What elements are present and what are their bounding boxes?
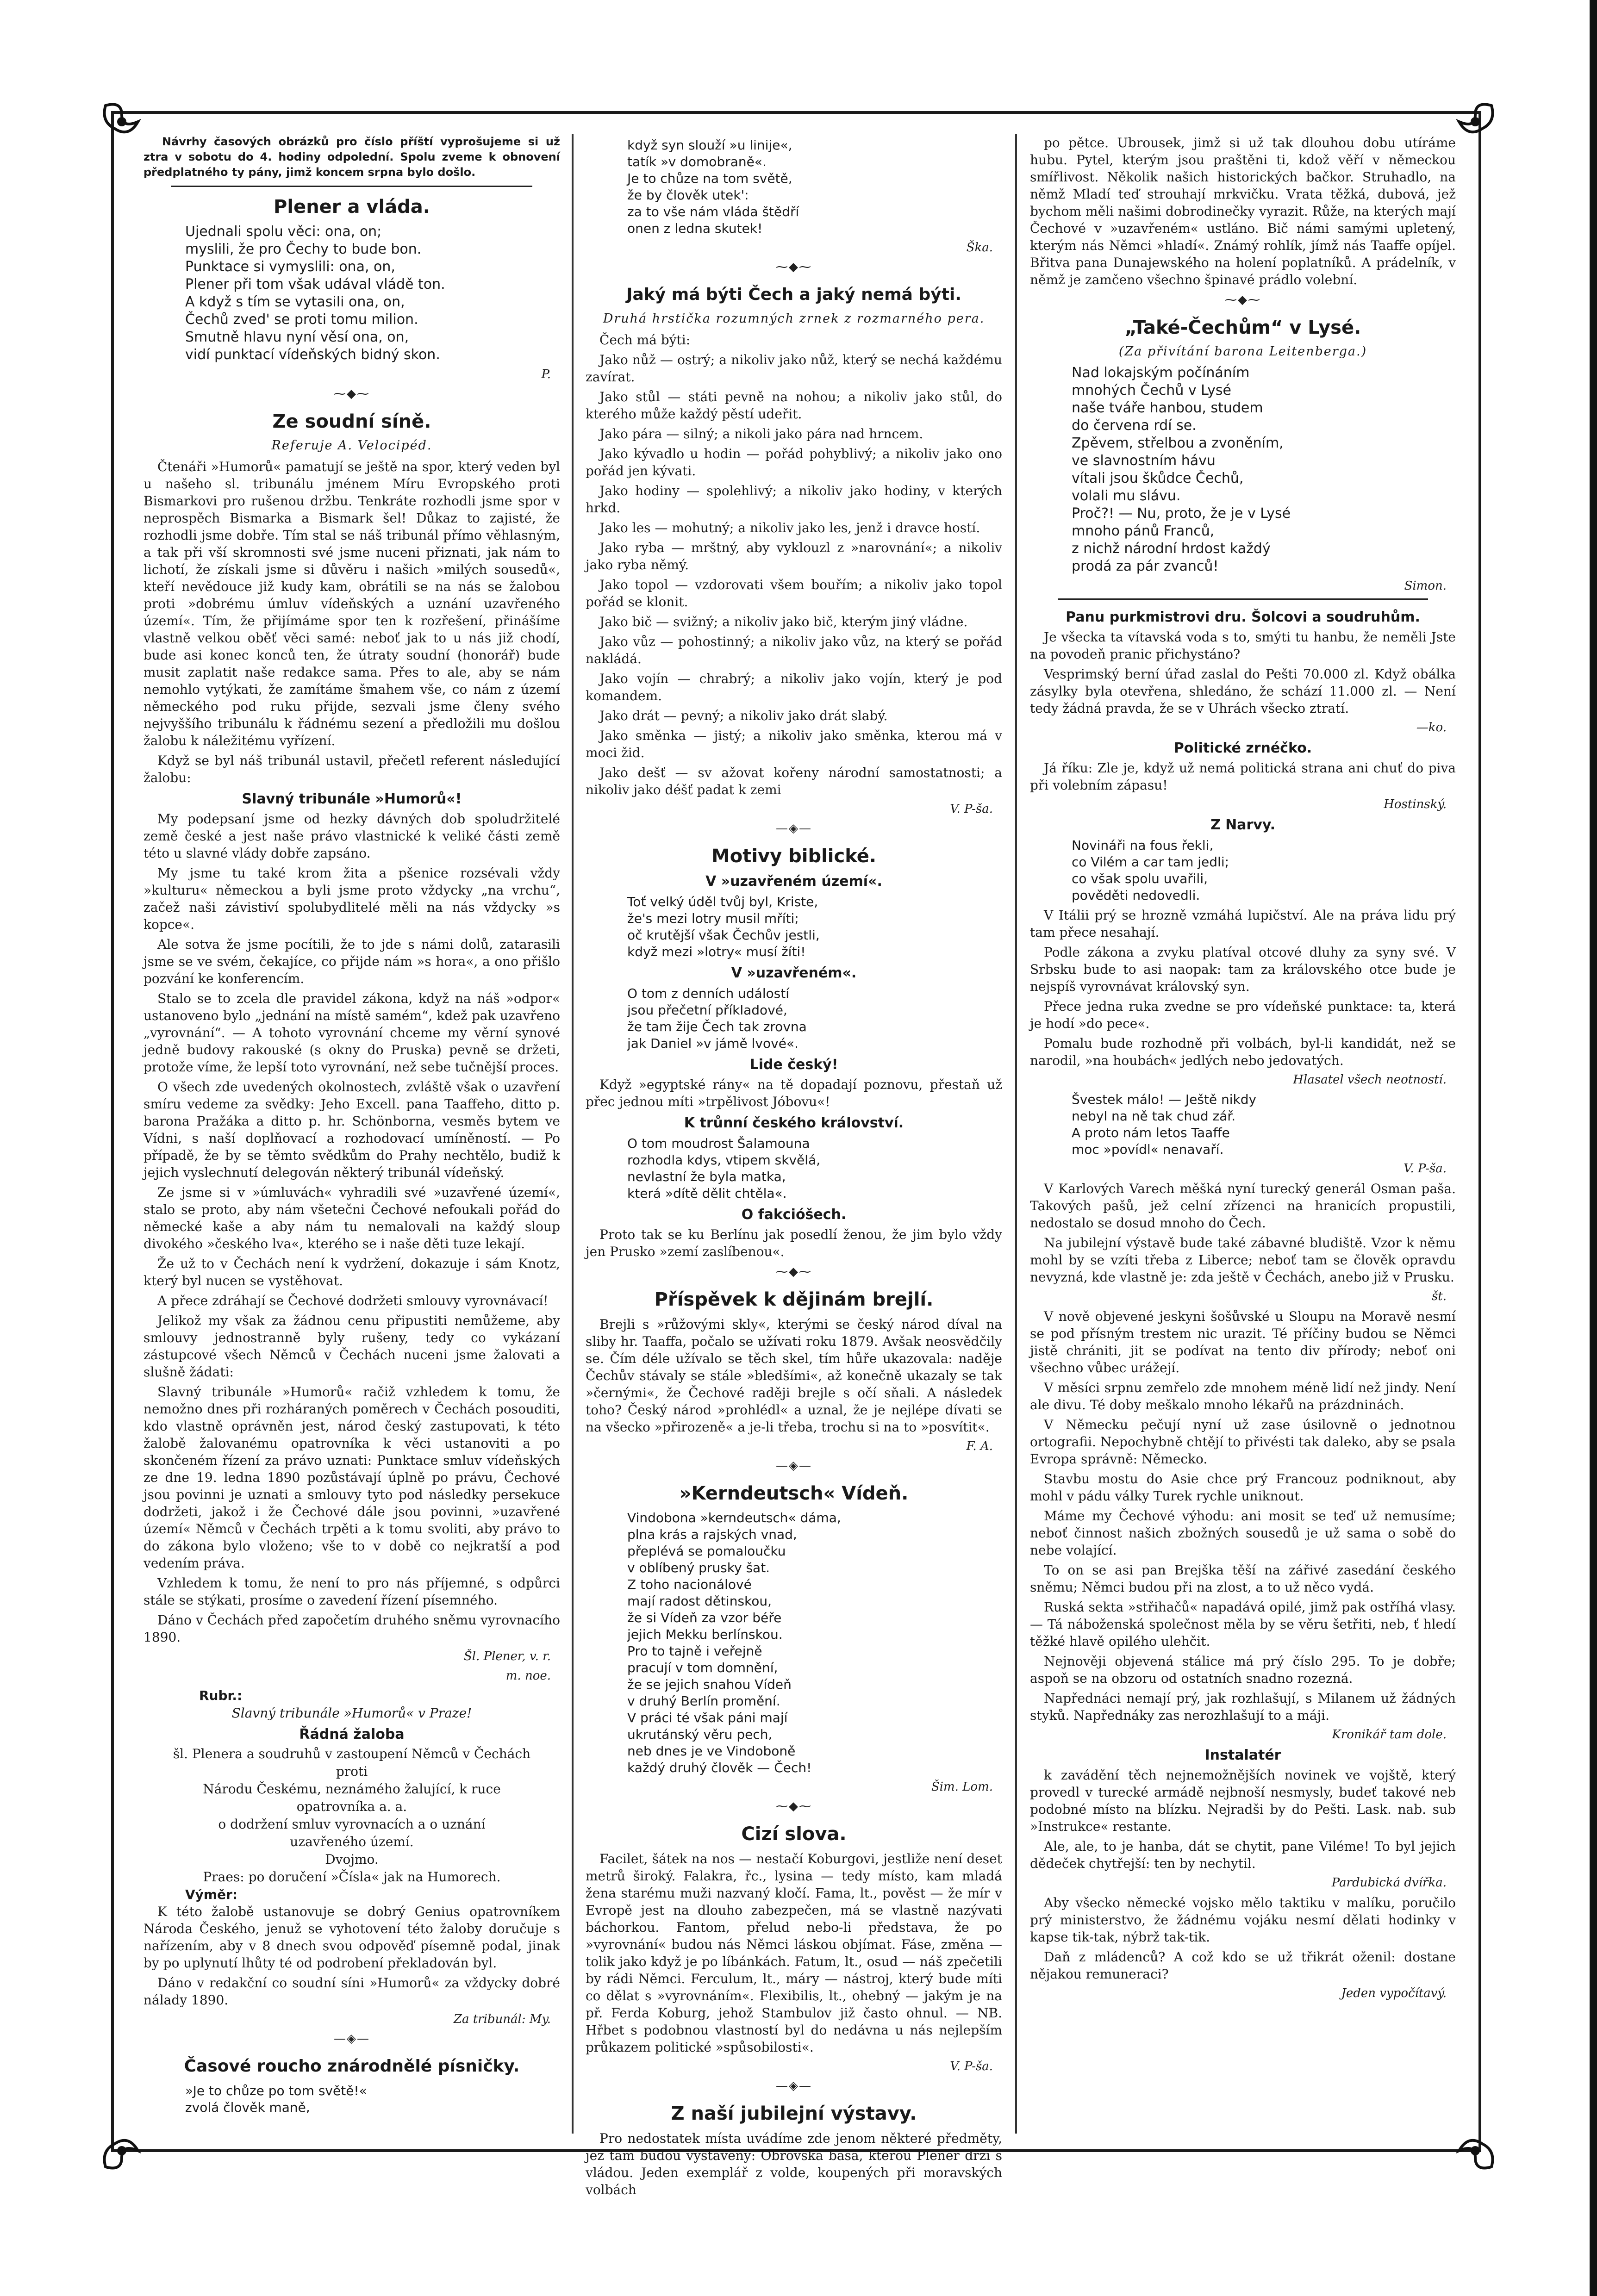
article-title: „Také-Čechům“ v Lysé. [1124, 317, 1361, 338]
poem-line: když mezi »lotry« musí žíti! [627, 944, 806, 959]
poem-line: jejich Mekku berlínskou. [627, 1627, 783, 1642]
paragraph: Jako směnka — jistý; a nikoliv jako směnka, kterou má v moci žid. [586, 728, 1002, 760]
poem-line: pověděti nedovedli. [1072, 888, 1200, 903]
paragraph: Jako ryba — mrštný, aby vyklouzl z »narovnání«; a nikoliv jako ryba němý. [586, 540, 1002, 572]
subheading: Politické zrnéčko. [1173, 740, 1312, 756]
poem-line: neb dnes je ve Vindoboně [627, 1743, 796, 1759]
subheading: V »uzavřeném«. [731, 965, 857, 981]
paragraph: Aby všecko německé vojsko mělo taktiku v malíku, poručilo prý ministerstvo, že žádnému vojáku nesmí dělati hodinky v kapse tik-tak, nýbrž tak-tik. [1030, 1895, 1456, 1945]
signature: Šim. Lom. [931, 1780, 993, 1794]
paragraph: V měsíci srpnu zemřelo zde mnohem méně lidí než jindy. Není ale divu. Té doby meškalo mnoho lékařů na prázdninách. [1030, 1380, 1456, 1412]
poem-line: mnohých Čechů v Lysé [1072, 382, 1231, 398]
poem-line: která »dítě dělit chtěla«. [627, 1186, 787, 1201]
signature: Pardubická dvířka. [1331, 1876, 1447, 1890]
paragraph: To on se asi pan Brejška těší na zářivé zasedání českého sněmu; Němci budou při na zlost, a to už něco vydá. [1030, 1562, 1456, 1595]
poem-line: Toť velký úděl tvůj byl, Kriste, [627, 894, 818, 909]
signature: Za tribunál: My. [453, 2012, 551, 2026]
paragraph: Jako stůl — státi pevně na nohou; a nikoliv jako stůl, do kterého může každý pěstí udeřit. [586, 389, 1002, 422]
poem-line: ukrutánský věru pech, [627, 1727, 773, 1742]
poem-line: Ujednali spolu věci: ona, on; [185, 224, 382, 240]
byline: Referuje A. Velocipéd. [271, 438, 432, 453]
rubrum-label: Rubr.: [199, 1688, 243, 1703]
poem [1072, 837, 1456, 904]
poem-line: mají radost dětinskou, [627, 1593, 772, 1609]
paragraph: Jako bič — svižný; a nikoliv jako bič, kterým jiný vládne. [599, 614, 968, 629]
poem-line: nevlastní že byla matka, [627, 1169, 786, 1184]
paragraph: Jako vojín — chrabrý; a nikoliv jako vojín, který je pod komandem. [586, 671, 1002, 703]
article-subtitle: (Za přivítání barona Leitenberga.) [1118, 344, 1367, 359]
poem-line: Plener při tom však udával vládě ton. [185, 276, 445, 292]
paragraph: Pomalu bude rozhodně při volbách, byl-li kandidát, než se narodil, »na houbách« jedlých nebo jedovatých. [1030, 1036, 1456, 1068]
poem [185, 2083, 560, 2116]
paragraph: O všech zde uvedených okolnostech, zvláště však o uzavření smíru vedeme za svědky: Jeho Excell. pana Taaffeho, ditto p. barona Pražáka a ditto p. hr. Schönborna, vesměs bytem ve Vídni, s naší doplňovací a rozhodovací umíněností. — Po případě, že by se těmto svědkům do Prahy nechtělo, budiž k jejich vyslechnutí delegován některý tribunál vídeňský. [143, 1079, 560, 1180]
complaint-line: uzavřeného území. [290, 1834, 414, 1849]
signature: Simon. [1404, 579, 1447, 593]
signature: —ko. [1416, 721, 1447, 734]
corner-ornament-icon [1454, 101, 1496, 143]
signature: Hlasatel všech neotností. [1293, 1073, 1447, 1087]
praes-line: Praes: po doručení »Čísla« jak na Humorech. [203, 1869, 501, 1885]
poem-line: Nad lokajským počínáním [1072, 365, 1250, 381]
poem-line: myslili, že pro Čechy to bude bon. [185, 241, 422, 257]
poem-line: co však spolu uvařili, [1072, 871, 1208, 886]
poem-line: v druhý Berlín promění. [627, 1693, 780, 1709]
poem-line: Pro to tajně i veřejně [627, 1643, 762, 1659]
signature: št. [1431, 1289, 1447, 1303]
paragraph: Nejnověji objevená stálice má prý číslo 295. To je dobře; aspoň se na obzoru od ostatních snadno rozezná. [1030, 1654, 1456, 1686]
paragraph: Jako drát — pevný; a nikoliv jako drát slabý. [599, 708, 888, 723]
corner-ornament-icon [101, 101, 143, 143]
poem-line: jak Daniel »v jámě lvové«. [627, 1036, 798, 1051]
poem [627, 1135, 1002, 1202]
paragraph: Brejli s »růžovými skly«, kterými se český národ díval na sliby hr. Taaffa, počalo se užívati roku 1879. Avšak neosvědčily se. Čím déle užívalo se těch skel, tím hůře ukazovala: naděje Čechův stávaly se stále »bledšími«, až konečně ukazaly se tak »černými«, že Čechové raději brejle s očí sňali. A následek toho? Český národ »prohlédl« a uznal, že je nejlépe dívati se na všecko »přirozeně« a je-li třeba, trochu si na to »posvítit«. [586, 1317, 1002, 1435]
signature: V. P-ša. [1404, 1162, 1447, 1176]
column-rule [1015, 134, 1017, 2134]
signature: P. [541, 367, 551, 381]
poem [627, 1510, 1002, 1776]
paragraph: Čtenáři »Humorů« pamatují se ještě na spor, který veden byl u našeho sl. tribunálu jménem Míru Evropského proti Bismarkovi pro rušenou držbu. Tenkráte rozhodli jsme spor v neprospěch Bismarka a Bismark šel! Důkaz to zajisté, že rozhodli jsme dobře. Tím stal se náš tribunál přímo věhlasným, a tak při vší skromnosti své jsme nuceni přiznati, jak nám to lichotí, že získali jsme si důvěru i našich »milých sousedů«, kteří nevědouce již kudy kam, obrátili se na nás se žalobou proti »dobrému úmluv vídeňských a uznání uzavřeného území«. Tím, že přijímáme spor ten k rozřešení, přinášíme vlastně velkou oběť věci samé: neboť jak to u nás již chodí, bude asi konec konců ten, že útraty soudní (honorář) bude musit zaplatit naše redakce sama. Přes to ale, aby se nám nemohlo vytýkati, že zamítáme šmahem vše, co nám z území německého pod ruku přijde, sezvali jsme členy svého nejvyššího tribunálu k řádnému sezení a předložili mu došlou žalobu k náležitému vyřízení. [143, 459, 560, 748]
signature: Ška. [966, 241, 993, 255]
separator-ornament: —◈— [776, 821, 812, 835]
paragraph: Já říku: Zle je, když už nemá politická strana ani chuť do piva při volebním zápasu! [1030, 760, 1456, 793]
poem-line: zvolá člověk maně, [185, 2100, 310, 2115]
poem-line: že si Vídeň za vzor béře [627, 1610, 782, 1625]
poem-line: Švestek málo! — Ještě nikdy [1072, 1092, 1257, 1107]
complaint-line: o dodržení smluv vyrovnacích a o uznání [218, 1817, 486, 1832]
signature: F. A. [966, 1439, 993, 1453]
article-title: Ze soudní síně. [272, 411, 431, 432]
paragraph: po pětce. Ubrousek, jimž si už tak dlouhou dobu utíráme hubu. Pytel, kterým jsou praštěni ti, kdož věří v německou smířlivost. Několik našich historických bačkor. Struhadlo, na němž Mladí teď strouhají mrkvičku. Vrata těžká, dubová, jež bychom měli našimi dobrodinečky vyrazit. Růže, na kterých mají Čechové v »uzavřeném« ustláno. Bič námi samými upletený, kterým nás Němci »hladí«. Známý rohlík, jímž nás Taaffe opíjel. Břitva pana Dunajewského na holení poplatníků. A prádelník, v němž je zamčeno všechno špinavé prádlo volební. [1030, 135, 1456, 287]
poem-line: nebyl na ně tak chud zář. [1072, 1108, 1236, 1124]
paragraph: V Německu pečují nyní už zase úsilovně o jednotnou ortografii. Nepochybně chtějí to přivésti tak daleko, aby se psala Evropa správně: Německo. [1030, 1417, 1456, 1467]
subheading: Lide český! [749, 1057, 838, 1073]
poem-line: vidí punktací vídeňských bidný skon. [185, 347, 440, 363]
signature: V. P-ša. [950, 802, 993, 816]
paragraph: Je všecka ta vítavská voda s to, smýti tu hanbu, že neměli Jste na povodeň pranic přichystáno? [1030, 629, 1456, 662]
paragraph: V Karlových Varech měšká nyní turecký generál Osman paša. Takových pašů, jež celní zřízenci na hranicích propustili, nedostalo se dosud mnoho do Čech. [1030, 1181, 1456, 1231]
poem [1072, 1091, 1456, 1158]
poem-line: prodá za pár zvanců! [1072, 558, 1219, 574]
subheading: Slavný tribunále »Humorů«! [242, 791, 462, 807]
rubrum-line: Slavný tribunále »Humorů« v Praze! [231, 1705, 472, 1721]
separator-ornament: —◈— [776, 1459, 812, 1473]
signature: V. P-ša. [950, 2060, 993, 2073]
separator-ornament: —◈— [776, 2079, 812, 2093]
separator-ornament: ⁓◆⁓ [776, 260, 812, 274]
signature: Jeden vypočítavý. [1341, 1986, 1447, 2000]
article-title: Cizí slova. [741, 1823, 847, 1845]
poem-line: O tom moudrost Šalamouna [627, 1136, 810, 1151]
paragraph: K této žalobě ustanovuje se dobrý Genius opatrovníkem Národa Českého, jenuž se vyhotovení této žaloby doručuje s nařízením, aby v 8 dnech svou odpověď písemně podal, jinak by po uplynutí lhůty té od podrobení překladován byl. [143, 1904, 560, 1971]
separator-ornament: —◈— [334, 2032, 370, 2046]
subscription-notice: Návrhy časových obrázků pro číslo příští vyprošujeme si už ztra v sobotu do 4. hodiny odpolední. Spolu zveme k obnovení předplatného ty pány, jimž koncem srpna bylo došlo. [143, 135, 560, 179]
poem-line: naše tváře hanbou, studem [1072, 400, 1263, 416]
corner-ornament-icon [1454, 2130, 1496, 2172]
poem-line: že's mezi lotry musil mříti; [627, 911, 799, 926]
corner-ornament-icon [101, 2130, 143, 2172]
paragraph: Daň z mládenců? A což kdo se už třikrát oženil: dostane nějakou remuneraci? [1030, 1949, 1456, 1982]
complaint-line: šl. Plenera a soudruhů v zastoupení Němců v Čechách [173, 1746, 531, 1761]
poem-line: A proto nám letos Taaffe [1072, 1125, 1230, 1140]
scan-edge [1590, 0, 1597, 2296]
article-subtitle: Druhá hrstička rozumných zrnek z rozmarného pera. [603, 311, 985, 326]
poem-line: Vindobona »kerndeutsch« dáma, [627, 1510, 841, 1525]
poem [1072, 364, 1456, 575]
paragraph: Když »egyptské rány« na tě dopadají poznovu, přestaň už přec jednou míti »trpělivost Jóbovu«! [586, 1077, 1002, 1109]
poem-line: Smutně hlavu nyní věsí ona, on, [185, 329, 409, 345]
paragraph: Jako topol — vzdorovati všem bouřím; a nikoliv jako topol pořád se klonit. [586, 577, 1002, 610]
paragraph: Vzhledem k tomu, že není to pro nás příjemné, s odpůrci stále se stýkati, prosíme o zavedení řízení písemného. [143, 1575, 560, 1608]
poem-line: plna krás a rajských vnad, [627, 1527, 797, 1542]
poem-line: každý druhý člověk — Čech! [627, 1760, 812, 1775]
poem-line: moc »povídl« nenavaří. [1072, 1142, 1224, 1157]
paragraph: V nově objevené jeskyni šošůvské u Sloupu na Moravě nesmí se pod přísným trestem nic urazit. Té příčiny budou se Němci jistě chrániti, jit se podívat na tento div přírody; neboť oni všechno vůbec urážejí. [1030, 1309, 1456, 1375]
paragraph: Proto tak se ku Berlínu jak posedlí ženou, že jim bylo vždy jen Prusko »zemí zaslíbenou«. [586, 1227, 1002, 1259]
separator-ornament: ⁓◆⁓ [776, 1265, 812, 1279]
poem-line: Z toho nacionálové [627, 1577, 752, 1592]
poem-line: onen z ledna skutek! [627, 221, 763, 236]
poem [627, 985, 1002, 1052]
signature: Šl. Plener, v. r. [463, 1649, 551, 1663]
paragraph: A přece zdráhají se Čechové dodržeti smlouvy vyrovnávací! [157, 1293, 549, 1308]
paragraph: My jsme tu také krom žita a pšenice rozsévali vždy »kulturu« německou a byli jsme proto vždycky „na vrchu“, začež naši závistiví spolubydlitelé měli na nás vždycky »s kopce«. [143, 865, 560, 932]
paragraph: Napřednáci nemají prý, jak rozhlašují, s Milanem už žádných styků. Napřednáky zas nerozhlašují to a máji. [1030, 1691, 1456, 1723]
poem-line: z nichž národní hrdost každý [1072, 541, 1271, 557]
subheading: Instalatér [1204, 1747, 1281, 1763]
column-1 [143, 134, 560, 2134]
complaint-line: proti [336, 1764, 368, 1779]
paragraph: My podepsaní jsme od hezky dávných dob spoludržitelé země české a jest naše právo vlastnické k veliké části země této u slavné vlády dobře zapsáno. [143, 811, 560, 861]
poem-line: když syn slouží »u linije«, [627, 137, 792, 153]
poem-line: V práci té však páni mají [627, 1710, 788, 1725]
poem-line: Punktace si vymyslili: ona, on, [185, 259, 395, 275]
poem-line: za to vše nám vláda štědří [627, 204, 799, 219]
paragraph: V Itálii prý se hrozně vzmáhá lupičství. Ale na práva lidu prý tam přece nesahají. [1030, 908, 1456, 940]
separator-ornament: ⁓◆⁓ [776, 1799, 812, 1813]
paragraph: Pro nedostatek místa uvádíme zde jenom některé předměty, jež tam budou vystaveny: Obrovská basa, kterou Plener drží s vládou. Jeden exemplář z volde, koupených při moravských volbách [586, 2131, 1002, 2197]
poem-line: pracují v tom domnění, [627, 1660, 778, 1675]
paragraph: Jako hodiny — spolehlivý; a nikoliv jako hodiny, v kterých hrkd. [586, 483, 1002, 516]
poem-line: »Je to chůze po tom světě!« [185, 2083, 367, 2098]
subheading: K trůnní českého království. [684, 1115, 904, 1131]
paragraph: Jako les — mohutný; a nikoliv jako les, jenž i dravce hostí. [599, 520, 980, 535]
poem-line: Zpěvem, střelbou a zvoněním, [1072, 435, 1284, 451]
poem-line: volali mu slávu. [1072, 488, 1181, 504]
article-title: Plener a vláda. [274, 196, 430, 218]
paragraph: Dáno v redakční co soudní síni »Humorů« za vždycky dobré nálady 1890. [143, 1975, 560, 2008]
paragraph: Ale, ale, to je hanba, dát se chytit, pane Viléme! To byl jejich dědeček chytřejší: ten by nechytil. [1030, 1839, 1456, 1871]
article-title: Příspěvek k dějinám brejlí. [654, 1289, 934, 1310]
column-rule [572, 134, 574, 2134]
paragraph: Na jubilejní výstavě bude také zábavné bludiště. Vzor k němu mohl by se vzíti třeba z Liberce; neboť tam se člověk opravdu nevyzná, kde vlastně je: zda ještě v Čechách, anebo již v Prusku. [1030, 1235, 1456, 1285]
poem-line: že tam žije Čech tak zrovna [627, 1019, 807, 1034]
paragraph: Jako dešť — sv ažovat kořeny národní samostatnosti; a nikoliv jako déšť padat k zemi [586, 765, 1002, 797]
divider [171, 186, 532, 187]
poem-line: Je to chůze na tom světě, [627, 171, 792, 186]
poem-line: mnoho pánů Franců, [1072, 523, 1215, 539]
poem-line: co Vilém a car tam jedli; [1072, 854, 1229, 870]
paragraph: Jako nůž — ostrý; a nikoliv jako nůž, který se nechá každému zavírat. [586, 352, 1002, 385]
subheading: Z Narvy. [1210, 817, 1276, 833]
paragraph: Stalo se to zcela dle pravidel zákona, když na náš »odpor« ustanoveno bylo „jednání na místě samém“, kdež pak uzavřeno „vyrovnání“. — A tohoto vyrovnání chceme my věrní synové jedně budovy rakouské (s okny do Pruska) pevně se držeti, protože víme, že lepší toto vyrovnání, než sebe tučnější proces. [143, 991, 560, 1075]
complaint-line: Národu Českému, neznámého žalující, k ruce [203, 1781, 501, 1797]
paragraph: Máme my Čechové výhodu: ani mosit se teď už nemusíme; neboť činnost našich zbožných sousedů je už sama o sobě do nebe volající. [1030, 1508, 1456, 1558]
poem-line: tatík »v domobraně«. [627, 154, 767, 169]
complaint-line: opatrovníka a. a. [296, 1799, 407, 1814]
article-title: Časové roucho znárodnělé písničky. [184, 2057, 520, 2076]
poem-line: že se jejich snahou Vídeň [627, 1677, 792, 1692]
poem-line: Proč?! — Nu, proto, že je v Lysé [1072, 505, 1291, 522]
signature: Kronikář tam dole. [1332, 1728, 1447, 1742]
paragraph: Když se byl náš tribunál ustavil, přečetl referent následující žalobu: [143, 753, 560, 785]
decree-label: Výměr: [185, 1887, 238, 1902]
poem-line: rozhodla kdys, vtipem skvělá, [627, 1152, 821, 1168]
poem-line: Novináři na fous řekli, [1072, 838, 1214, 853]
paragraph: Jako kývadlo u hodin — pořád pohyblivý; a nikoliv jako ono pořád jen kývati. [586, 446, 1002, 479]
paragraph: Ruská sekta »střihačů« napadává opilé, jimž pak ostříhá vlasy. — Tá náboženská společnost měla by se věru šetřiti, neb, ť hledí těžké hlavě opilého ulehčit. [1030, 1599, 1456, 1649]
separator-ornament: ⁓◆⁓ [1225, 293, 1261, 307]
poem-line: Čechů zved' se proti tomu milion. [185, 311, 418, 328]
paragraph: Slavný tribunále »Humorů« račiž vzhledem k tomu, že nemožno dnes při rozháraných poměrech v Čechách posouditi, kdo vlastně oprávněn jest, národ český zastupovati, k této žalobě žalovanému opatrovníka k věci ustanoviti a po skončeném řízení za právo uznati: Punktace smluv vídeňských ze dne 19. ledna 1890 pozůstávají úplně po právu, Čechové jsou povinni je uznati a smlouvy tyto pod následky persekuce dodržeti, jakož i že Čechové dále jsou povinni, »uzavřené území« Němců v Čechách trpěti a k tomu svoliti, aby právo to do zákona bylo vloženo; vše to v době co nejkratší a pod vedením práva. [143, 1384, 560, 1571]
poem-line: do červena rdí se. [1072, 417, 1197, 434]
paragraph: Stavbu mostu do Asie chce prý Francouz podniknout, aby mohl v pádu války Turek rychle uniknout. [1030, 1471, 1456, 1504]
paragraph: Dáno v Čechách před započetím druhého sněmu vyrovnacího 1890. [143, 1612, 560, 1645]
column-2 [586, 134, 1002, 2197]
paragraph: k zavádění těch nejnemožnějších novinek ve vojště, který provedl v turecké armádě nejbnoší nesmysly, budeť takové neb podobné místo na blízku. Nejradši by do Pešti. Lask. nab. sub »Instrukce« restante. [1030, 1767, 1456, 1834]
poem-line: jsou přečetní příkladové, [627, 1002, 787, 1018]
complaint-line: Dvojmo. [325, 1852, 379, 1867]
poem-line: oč krutější však Čechův jestli, [627, 927, 820, 943]
paragraph: Facilet, šátek na nos — nestačí Koburgovi, jestliže není deset metrů široký. Falakra, řc., lysina — tedy místo, kam mladá žena starému muži nazvaný kločí. Fama, lt., pověst — že mír v Evropě jest na dlouho zabezpečen, má se vlastně nazývati báchorkou. Fantom, přelud nebo-li představa, že po »vyrovnání« budou nás Němci láskou objímat. Fáse, změna — tolik jako když je po líbánkách. Fatum, lt., osud — náš zpečetili by rádi Němci. Ferculum, lt., máry — nástroj, který bude míti co dělat s »vyrovnáním«. Flexibilis, lt., ohebný — jakým je na př. Ferda Koburg, jehož Stambulov již často ohnul. — NB. Hřbet s podobnou vlastností byl do nedávna u nás nejlepším průkazem politické »spůsobilosti«. [586, 1851, 1002, 2055]
subheading: Řádná žaloba [299, 1726, 405, 1742]
paragraph: Čech má býti: [599, 332, 691, 348]
subheading: O fakcióšech. [741, 1207, 847, 1223]
poem-line: A když s tím se vytasili ona, on, [185, 294, 405, 310]
subheading: Panu purkmistrovi dru. Šolcovi a soudruhům. [1066, 609, 1420, 625]
article-title: Z naší jubilejní výstavy. [671, 2103, 917, 2124]
separator-ornament: ⁓◆⁓ [334, 387, 370, 401]
divider [1058, 598, 1428, 600]
paragraph: Ale sotva že jsme pocítili, že to jde s námi dolů, zatarasili jsme se ve svém, čekajíce, co přijde nám »s hora«, a ono přišlo pozvání ke konferencím. [143, 937, 560, 986]
signature: Hostinský. [1384, 797, 1447, 811]
poem-continuation [627, 137, 1002, 237]
paragraph: Podle zákona a zvyku platíval otcové dluhy za syny své. V Srbsku bude to asi naopak: tam za královského otce bude je nejspíš vyrovnávat královský syn. [1030, 945, 1456, 994]
paragraph: Vesprimský berní úřad zaslal do Pešti 70.000 zl. Když obálka zásylky byla otevřena, shledáno, že schází 11.000 zl. — Není tedy žádná pravda, že se v Uhrách všecko ztratí. [1030, 666, 1456, 716]
poem-line: O tom z denních událostí [627, 986, 790, 1001]
paragraph: Jako vůz — pohostinný; a nikoliv jako vůz, na který se pořád nakládá. [586, 634, 1002, 666]
article-title: »Kerndeutsch« Vídeň. [679, 1483, 909, 1504]
signature: m. noe. [505, 1669, 551, 1683]
poem-line: že by člověk utek': [627, 187, 749, 203]
article-title: Jaký má býti Čech a jaký nemá býti. [626, 285, 961, 304]
poem [185, 223, 560, 364]
paragraph: Přece jedna ruka zvedne se pro vídeňské punktace: ta, která je hodí »do pece«. [1030, 999, 1456, 1031]
poem-line: přeplévá se pomaloučku [627, 1543, 786, 1559]
poem-line: ve slavnostním hávu [1072, 453, 1216, 469]
column-3 [1030, 134, 1456, 2134]
article-title: Motivy biblické. [711, 846, 877, 867]
poem-line: v oblíbený prusky šat. [627, 1560, 770, 1575]
paragraph: Ze jsme si v »úmluvách« vyhradili své »uzavřené území«, stalo se proto, aby nám všetečni Čechové nefoukali pořád do německé kaše a aby nám tu nemalovali na každý sloup divokého »českého lva«, kterého se i naše děti tuze lekají. [143, 1185, 560, 1251]
poem [627, 894, 1002, 960]
paragraph: Jelikož my však za žádnou cenu připustiti nemůžeme, aby smlouvy jednostranně byly rušeny, tedy co vykázaní zástupcové všech Němců v Čechách nuceni jsme žalovati a slušně žádati: [143, 1313, 560, 1380]
poem-line: vítali jsou škůdce Čechů, [1072, 470, 1244, 486]
paragraph: Že už to v Čechách není k vydržení, dokazuje i sám Knotz, který byl nucen se vystěhovat. [143, 1256, 560, 1288]
subheading: V »uzavřeném území«. [705, 873, 882, 890]
paragraph: Jako pára — silný; a nikoli jako pára nad hrncem. [599, 426, 923, 442]
